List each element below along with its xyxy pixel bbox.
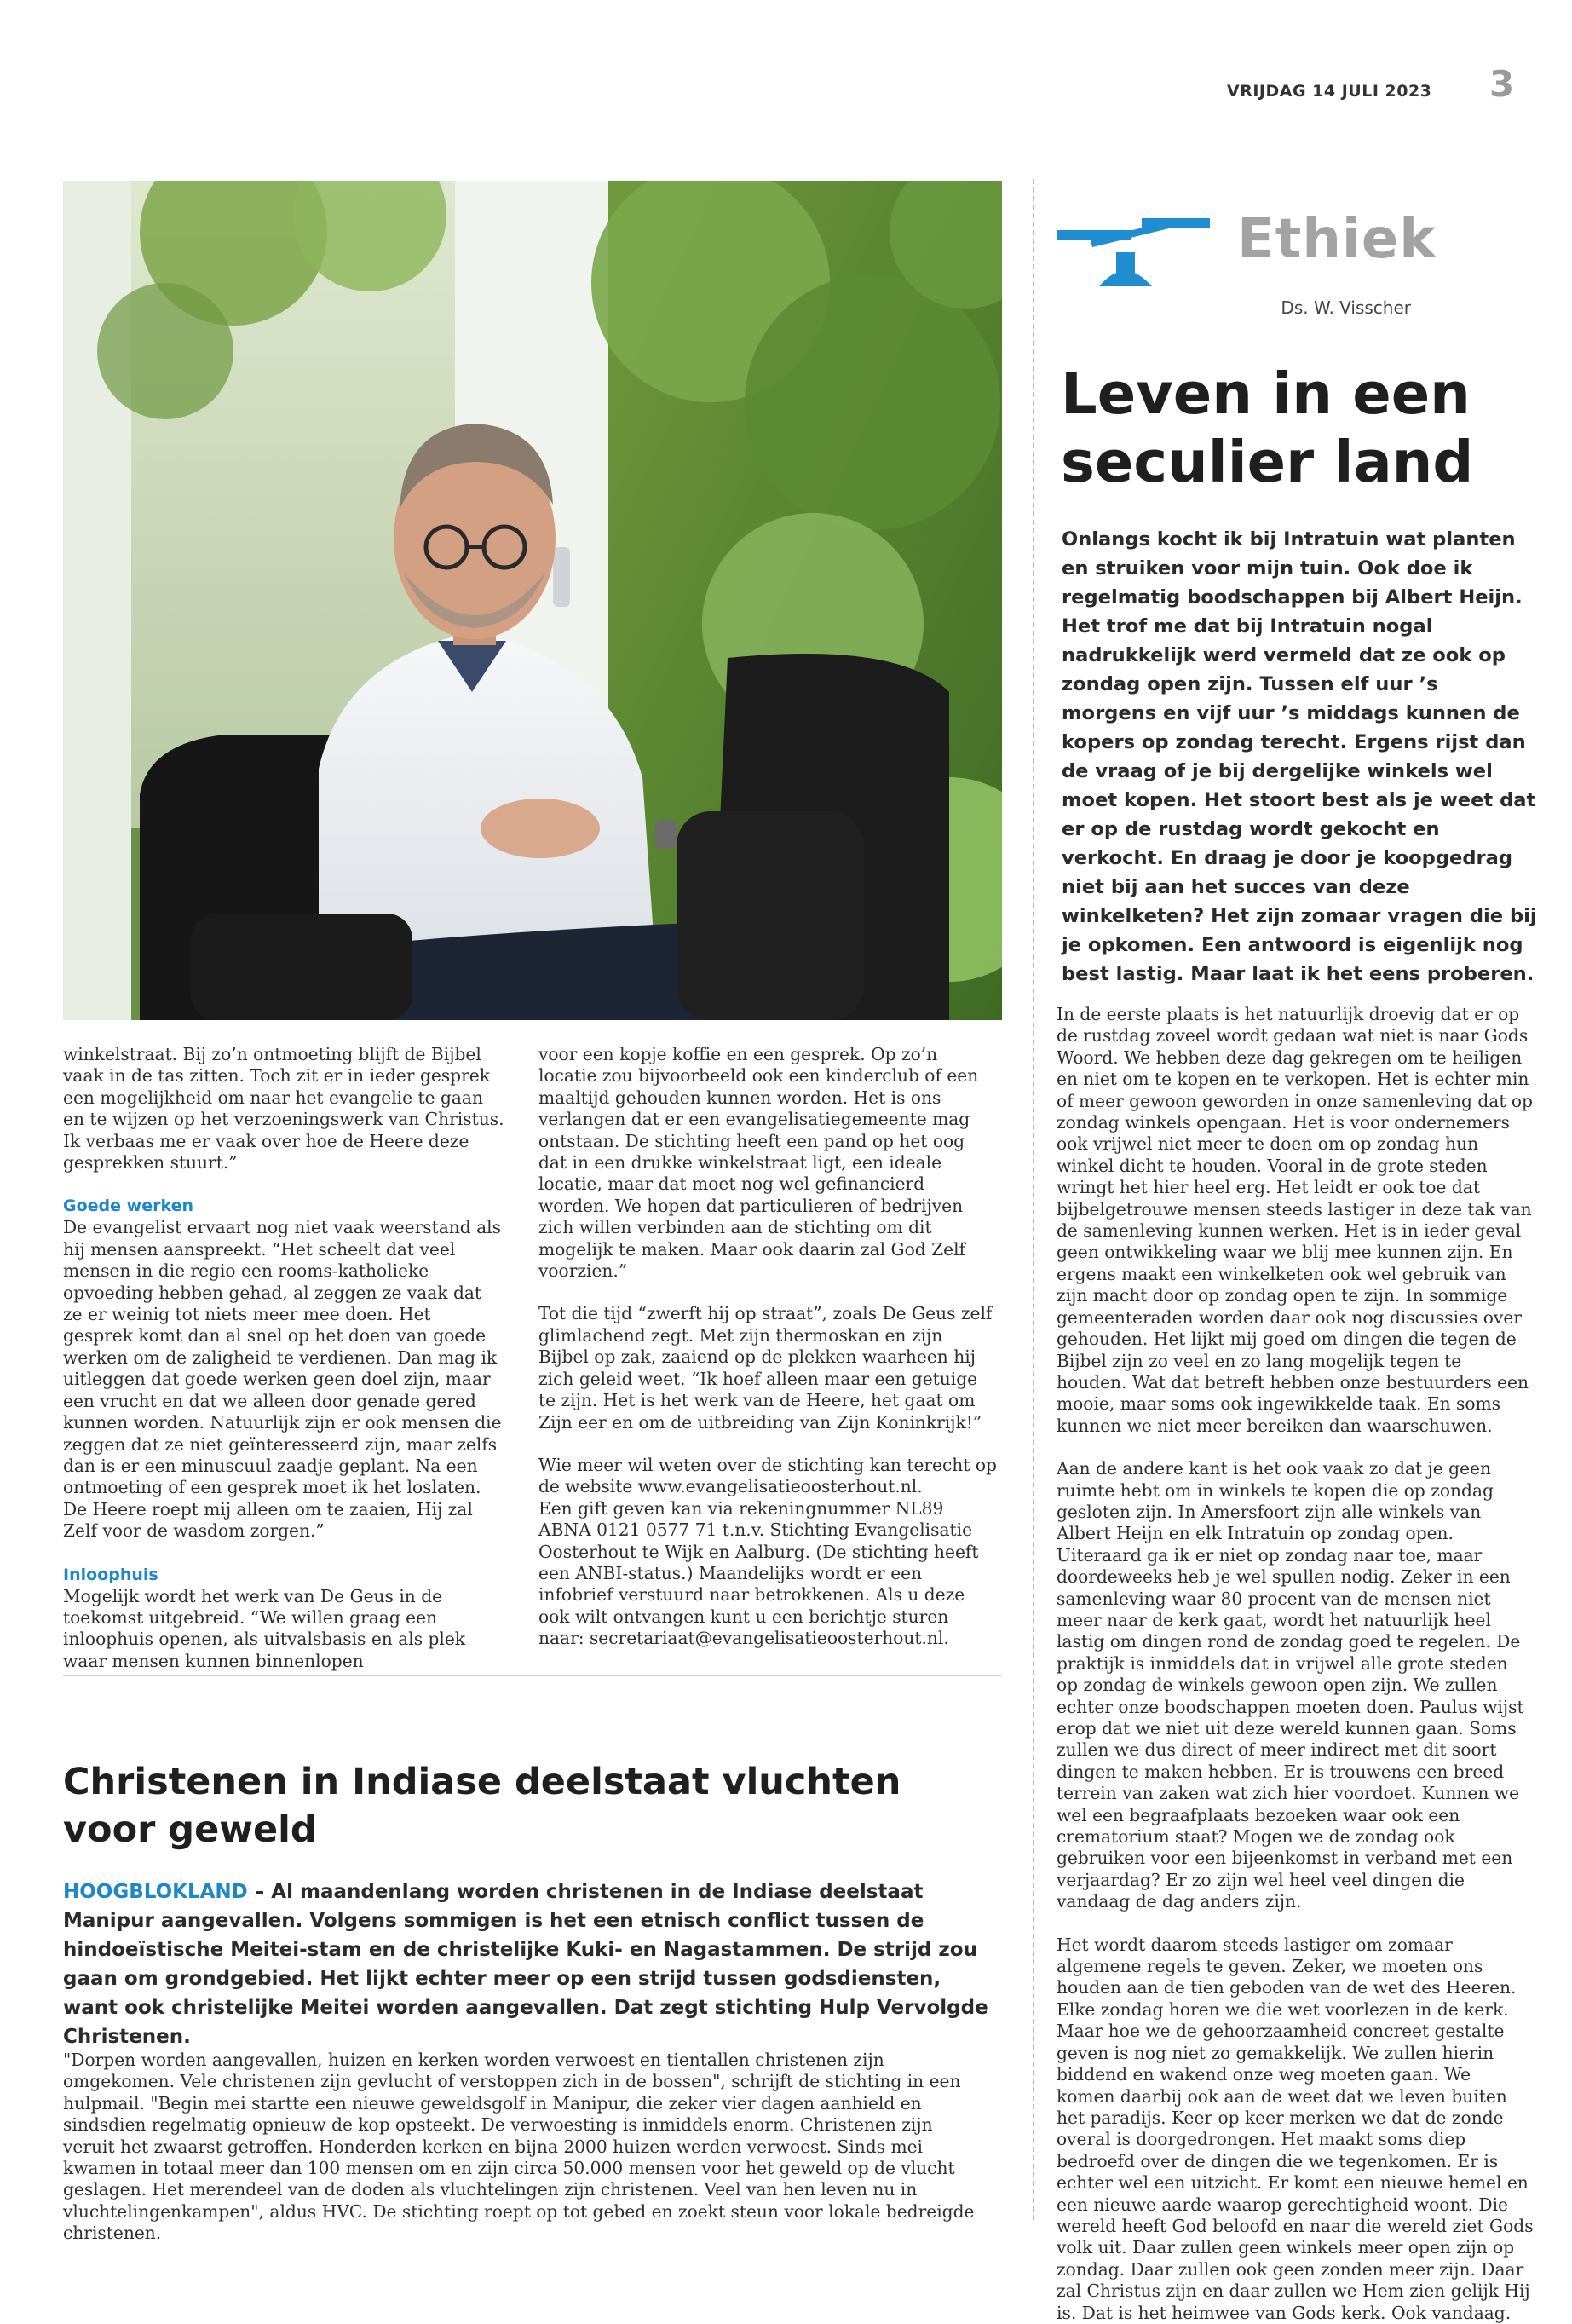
article-paragraph: Een gift geven kan via rekeningnummer NL89 ABNA 0121 0577 71 t.n.v. Stichting Evangelisatie Oosterhout te Wijk en Aalburg. (De stichting heeft een ANBI-status.) Maandelijks wordt er een infobrief verstuurd naar betrokkenen. Als u deze ook wilt ontvangen kunt u een berichtje sturen naar: secretariaat@evangelisatieoosterhout.nl. [538,1497,979,1649]
section-label: Ethiek [1237,208,1437,271]
article-paragraph: Mogelijk wordt het werk van De Geus in de toekomst uitgebreid. “We willen graag een inloophuis openen, als uitvalsbasis en als plek waar mensen kunnen binnenlopen [63,1585,466,1671]
article-paragraph: De evangelist ervaart nog niet vaak weerstand als hij mensen aanspreekt. “Het scheelt dat veel mensen in die regio een rooms-katholieke opvoeding hebben gehad, al zeggen ze vaak dat ze er weinig tot niets meer mee doen. Het gesprek komt dan al snel op het doen van goede werken om de zaligheid te verdienen. Dan mag ik uitleggen dat goede werken geen doel zijn, maar een vrucht en dat we alleen door genade gered kunnen worden. Natuurlijk zijn er ook mensen die zeggen dat ze niet geïnteresseerd zijn, maar zelfs dan is er een minuscuul zaadje geplant. Na een ontmoeting of een gesprek moet ik het loslaten. De Heere roept mij alleen om te zaaien, Hij zal Zelf voor de wasdom zorgen.” [63,1217,502,1542]
page-number: 3 [1489,63,1515,105]
ethiek-body [1057,1004,1534,2324]
article-paragraph: Tot die tijd “zwerft hij op straat”, zoals De Geus zelf glimlachend zegt. Met zijn thermoskan en zijn Bijbel op zak, zaaiend op de plekken waarheen hij zich geleid weet. “Ik hoef alleen maar een getuige te zijn. Het is het werk van de Heere, het gaat om Zijn eer en om de uitbreiding van Zijn Koninkrijk!” [538,1303,993,1433]
ethiek-paragraph: Het wordt daarom steeds lastiger om zomaar algemene regels te geven. Zeker, we moeten ons houden aan de tien geboden van de wet des Heeren. Elke zondag horen we die wet voorlezen in de kerk. Maar hoe we de gehoorzaamheid concreet gestalte geven is nog niet zo gemakkelijk. We zullen hierin biddend en wakend onze weg moeten gaan. We komen daarbij ook aan de weet dat we leven buiten het paradijs. Keer op keer merken we dat de zonde overal is doorgedrongen. Het maakt soms diep bedroefd over de dingen die we tegenkomen. Er is echter wel een uitzicht. Er komt een nieuwe hemel en een nieuwe aarde waarop gerechtigheid woont. Die wereld heeft God beloofd en naar die wereld ziet Gods volk uit. Daar zullen geen winkels meer open zijn op zondag. Daar zullen ook geen zonden meer zijn. Daar zal Christus zijn en daar zullen we Hem zien gelijk Hij is. Dat is het heimwee van Gods kerk. Ook vandaag. [1057,1934,1534,2323]
edition-date: VRIJDAG 14 JULI 2023 [1227,82,1432,101]
ethiek-paragraph: In de eerste plaats is het natuurlijk droevig dat er op de rustdag zoveel wordt gedaan wat niet is naar Gods Woord. We hebben deze dag gekregen om te heiligen en niet om te kopen en te verkopen. Het is echter min of meer gewoon geworden in onze samenleving dat op zondag winkels opengaan. Het is voor ondernemers ook vrijwel niet meer te doen om op zondag hun winkel dicht te houden. Vooral in de grote steden wringt het hier heel erg. Het leidt er ook toe dat bijbelgetrouwe mensen steeds lastiger in deze tak van de samenleving kunnen werken. Het is in ieder geval geen ontwikkeling waar we blij mee kunnen zijn. En ergens maakt een winkelketen ook wel gebruik van zijn macht door op zondag open te zijn. In sommige gemeenteraden worden daar ook nog discussies over gehouden. Het lijkt mij goed om dingen die tegen de Bijbel zijn zo veel en zo lang mogelijk tegen te houden. Wat dat betreft hebben onze bestuurders een mooie, maar soms ook ingewikkelde taak. En soms kunnen we niet meer bereiken dan waarschuwen. [1057,1004,1533,1436]
ethiek-paragraph: Aan de andere kant is het ook vaak zo dat je geen ruimte hebt om in winkels te kopen die op zondag gesloten zijn. In Amersfoort zijn alle winkels van Albert Heijn en elk Intratuin op zondag open. Uiteraard ga ik er niet op zondag naar toe, maar doordeweeks heb je wel spullen nodig. Zeker in een samenleving waar 80 procent van de mensen niet meer naar de kerk gaat, wordt het natuurlijk heel lastig om dingen rond de zondag goed te regelen. De praktijk is inmiddels dat in vrijwel alle grote steden op zondag de winkels gewoon open zijn. We zullen echter onze boodschappen moeten doen. Paulus wijst erop dat we niet uit deze wereld kunnen gaan. Soms zullen we dus direct of meer indirect met dit soort dingen te maken hebben. Er is trouwens een breed terrein van zaken wat zich hier voordoet. Kunnen we wel een begraafplaats bezoeken waar ook een crematorium staat? Mogen we de zondag ook gebruiken voor een bijeenkomst in verband met een verjaardag? Er zo zijn wel heel veel dingen die vandaag de dag anders zijn. [1057,1458,1524,1912]
article-paragraph: winkelstraat. Bij zo’n ontmoeting blijft de Bijbel vaak in de tas zitten. Toch zit er in ieder gesprek een mogelijkheid om naar het evangelie te gaan en te wijzen op het verzoeningswerk van Christus. Ik verbaas me er vaak over hoe de Heere deze gesprekken stuurt.” [63,1044,504,1174]
scales-icon [1057,211,1210,288]
article-body: "Dorpen worden aangevallen, huizen en kerken worden verwoest en tientallen christenen zijn omgekomen. Vele christenen zijn gevlucht of verstoppen zich in de bossen", schrijft de stichting in een hulpmail. "Begin mei startte een nieuwe geweldsgolf in Manipur, die zeker vier dagen aanhield en sindsdien regelmatig opnieuw de kop opsteekt. De verwoesting is inmiddels enorm. Christenen zijn veruit het zwaarst getroffen. Honderden kerken en bijna 2000 huizen werden verwoest. Sinds mei kwamen in totaal meer dan 100 mensen om en zijn circa 50.000 mensen voor het geweld op de vlucht geslagen. Het merendeel van de doden als vluchtelingen zijn christenen. Veel van hen leven nu in vluchtelingenkampen", aldus HVC. De stichting roept op tot gebed en zoekt steun voor lokale bedreigde christenen. [63,2050,975,2244]
portrait-illustration [63,181,1002,1020]
article-title: Christenen in Indiase deelstaat vluchten voor geweld [63,1761,901,1851]
article-paragraph: voor een kopje koffie en een gesprek. Op zo’n locatie zou bijvoorbeeld ook een kinderclub of een maaltijd gehouden kunnen worden. Het is ons verlangen dat er een evangelisatiegemeente mag ontstaan. De stichting heeft een pand op het oog dat in een drukke winkelstraat ligt, een ideale locatie, maar dat moet nog wel gefinancierd worden. We hopen dat particulieren of bedrijven zich willen verbinden aan de stichting om dit mogelijk te maken. Maar ook daarin zal God Zelf voorzien.” [538,1044,979,1282]
article-column-2 [538,1044,997,1650]
column-divider [1033,179,1034,2220]
portrait-photo [63,181,1002,1020]
column-intro: Onlangs kocht ik bij Intratuin wat planten en struiken voor mijn tuin. Ook doe ik regelmatig boodschappen bij Albert Heijn. Het trof me dat bij Intratuin nogal nadrukkelijk werd vermeld dat ze ook op zondag open zijn. Tussen elf uur ’s morgens en vijf uur ’s middags kunnen de kopers op zondag terecht. Ergens rijst dan de vraag of je bij dergelijke winkels wel moet kopen. Het stoort best als je weet dat er op de rustdag wordt gekocht en verkocht. En draag je door je koopgedrag niet bij aan het succes van deze winkelketen? Het zijn zomaar vragen die bij je opkomen. Een antwoord is eigenlijk nog best lastig. Maar laat ik het eens proberen. [1062,528,1537,985]
subheading-inloophuis: Inloophuis [63,1565,158,1584]
article-paragraph: Wie meer wil weten over de stichting kan terecht op de website www.evangelisatieoosterhout.nl. [538,1454,997,1497]
dateline: HOOGBLOKLAND [63,1881,248,1903]
article-column-1 [63,1044,506,1672]
article-intro [63,1877,992,2051]
column-title: Leven in een seculier land [1061,360,1474,495]
author-byline: Ds. W. Visscher [1281,297,1411,318]
intro-text: – Al maandenlang worden christenen in de Indiase deelstaat Manipur aangevallen. Volgens sommigen is het een etnisch conflict tussen de hindoeïstische Meitei-stam en de christelijke Kuki- en Nagastammen. De strijd zou gaan om grondgebied. Het lijkt echter meer op een strijd tussen godsdiensten, want ook christelijke Meitei worden aangevallen. Dat zegt stichting Hulp Vervolgde Christenen. [63,1881,988,2048]
section-divider [63,1675,1002,1676]
subheading-goede-werken: Goede werken [63,1197,193,1216]
